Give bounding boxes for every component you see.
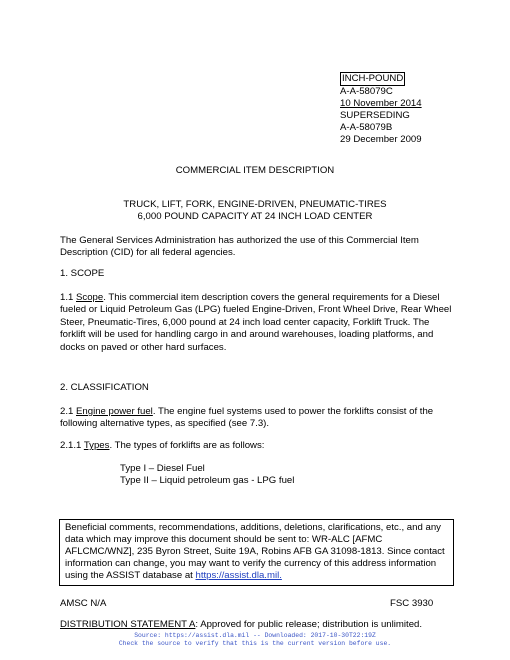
scope-term: Scope — [76, 292, 104, 303]
type-item-1: Type I – Diesel Fuel — [120, 463, 205, 474]
superseded-date: 29 December 2009 — [340, 134, 422, 145]
types-paragraph — [60, 440, 455, 452]
engine-fuel-paragraph — [60, 406, 455, 431]
title-line-2: 6,000 POUND CAPACITY AT 24 INCH LOAD CENTER — [137, 211, 373, 222]
engine-fuel-term: Engine power fuel — [76, 406, 153, 417]
scope-paragraph — [60, 292, 455, 354]
scope-number: 1.1 — [60, 292, 77, 303]
doc-number: A-A-58079C — [340, 86, 393, 97]
engine-fuel-number: 2.1 — [60, 406, 77, 417]
amsc-label: AMSC N/A — [60, 598, 107, 609]
notice-text: Beneficial comments, recommendations, additions, deletions, clarifications, etc., and any data which may improve this document should be sent to: WR-ALC [AFMC AFLCMC/WNZ], 235 Byron Street, Suite 19A, Robins AFB GA 31098-1813. Since contact information can change, you may want to verify the currency of this address information using the ASSIST database at — [65, 522, 445, 582]
source-footer-line-1: Source: https://assist.dla.mil -- Downloaded: 2017-10-30T22:19Z — [134, 632, 376, 639]
document-header — [340, 72, 422, 146]
scope-heading: 1. SCOPE — [60, 268, 105, 279]
types-text: . The types of forklifts are as follows: — [109, 440, 265, 451]
doc-date: 10 November 2014 — [340, 98, 422, 109]
engine-fuel-text: . The engine fuel systems used to power the forklifts consist of the following alternative types, as specified (see 7.3). — [60, 406, 434, 430]
inch-pound-label: INCH-POUND — [342, 73, 404, 84]
title-line-1: TRUCK, LIFT, FORK, ENGINE-DRIVEN, PNEUMATIC-TIRES — [123, 199, 387, 210]
comments-notice-box — [59, 519, 454, 586]
types-term: Types — [83, 440, 110, 451]
authorization-paragraph: The General Services Administration has authorized the use of this Commercial Item Description (CID) for all federal agencies. — [60, 235, 419, 259]
distribution-label: DISTRIBUTION STATEMENT A — [60, 619, 196, 630]
superseded-number: A-A-58079B — [340, 122, 393, 133]
types-number: 2.1.1 — [60, 440, 84, 451]
superseding-label: SUPERSEDING — [340, 110, 410, 121]
type-item-2: Type II – Liquid petroleum gas - LPG fuel — [120, 475, 295, 486]
fsc-label: FSC 3930 — [390, 598, 434, 609]
source-footer-line-2: Check the source to verify that this is the current version before use. — [118, 640, 392, 647]
classification-heading: 2. CLASSIFICATION — [60, 382, 149, 393]
assist-link[interactable]: https://assist.dla.mil. — [195, 570, 282, 582]
scope-text: . This commercial item description covers the general requirements for a Diesel fueled or Liquid Petroleum Gas (LPG) fueled Engine-Driven, Front Wheel Drive, Rear Wheel Steer, Pneumatic-Tires, 6,000 pound at 24 inch load center capacity, Forklift Truck. The forklift will be used for handling cargo in and around warehouses, loading platforms, and docks on paved or other hard surfaces. — [60, 292, 452, 353]
doc-type: COMMERCIAL ITEM DESCRIPTION — [175, 165, 335, 176]
distribution-statement — [60, 619, 422, 631]
distribution-text: : Approved for public release; distribution is unlimited. — [195, 619, 423, 630]
